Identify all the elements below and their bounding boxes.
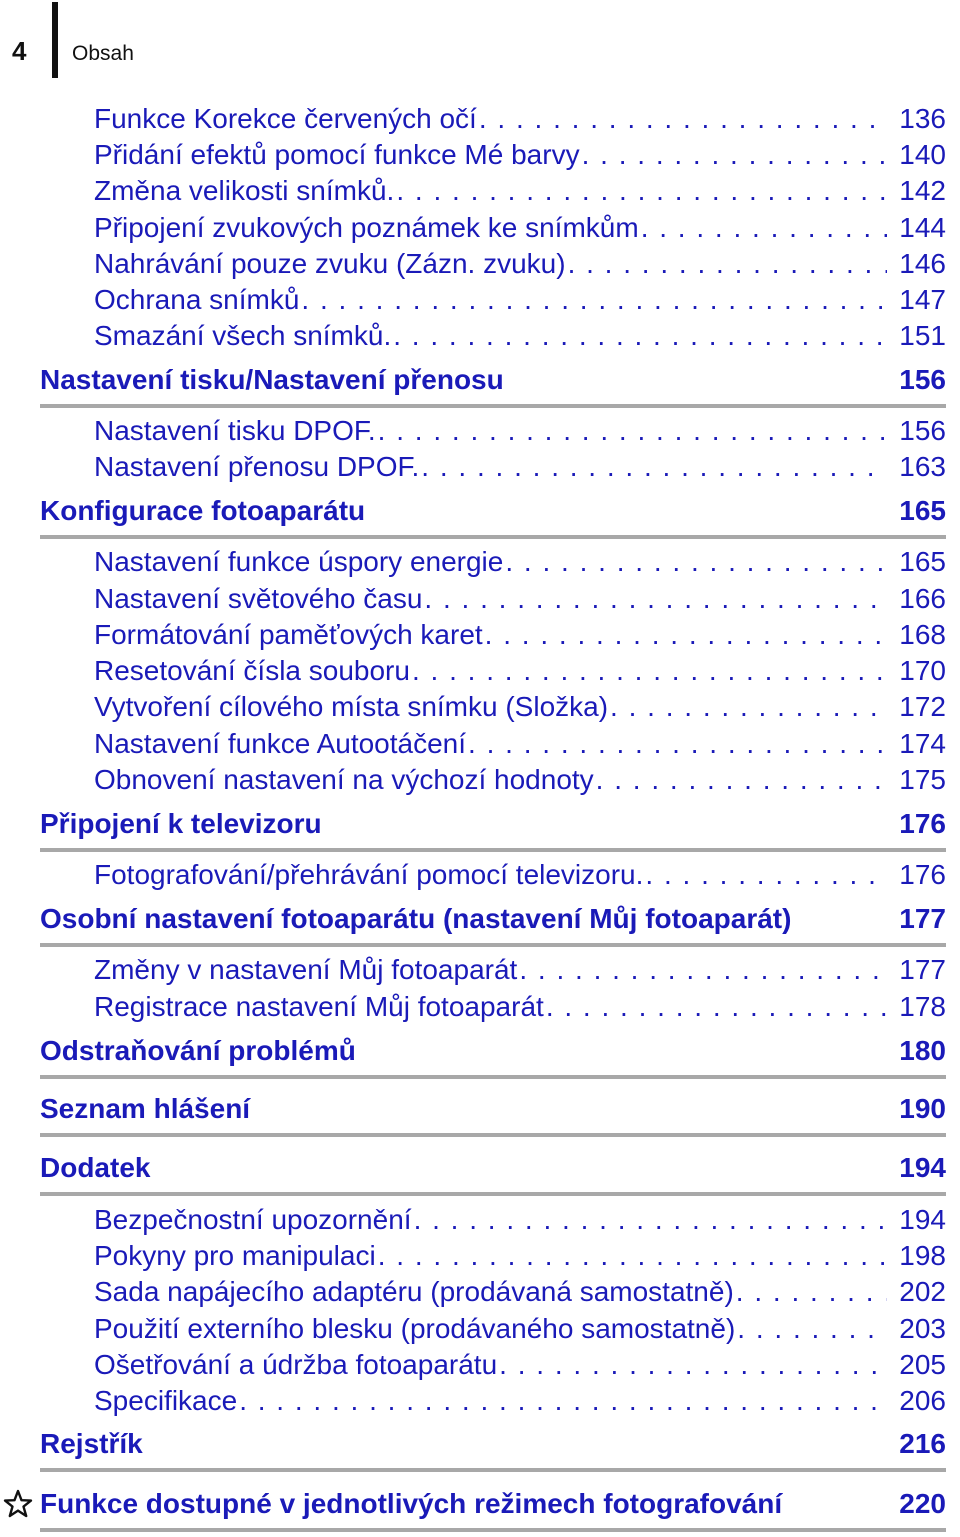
toc-entry-title: Připojení zvukových poznámek ke snímkům bbox=[94, 212, 639, 243]
toc-entry[interactable] bbox=[94, 617, 946, 653]
toc-section[interactable] bbox=[40, 1091, 946, 1127]
toc-entry[interactable] bbox=[94, 762, 946, 798]
toc-section-page: 216 bbox=[899, 1428, 946, 1459]
dot-leader bbox=[468, 726, 887, 762]
dot-leader bbox=[479, 101, 887, 137]
toc-section[interactable] bbox=[40, 1426, 946, 1462]
toc-section[interactable] bbox=[40, 493, 946, 529]
toc-entry-page: 140 bbox=[899, 139, 946, 170]
toc-entry-page: 172 bbox=[899, 691, 946, 722]
dot-leader bbox=[412, 653, 887, 689]
toc-section-title: Připojení k televizoru bbox=[40, 808, 322, 839]
dot-leader bbox=[610, 689, 887, 725]
toc-section[interactable] bbox=[40, 1150, 946, 1186]
section-divider bbox=[40, 1133, 946, 1137]
toc-entry[interactable] bbox=[94, 1383, 946, 1419]
dot-leader bbox=[499, 1347, 887, 1383]
toc-section[interactable] bbox=[40, 1486, 946, 1522]
toc-entry-title: Formátování paměťových karet bbox=[94, 619, 483, 650]
toc-section-page: 220 bbox=[899, 1488, 946, 1519]
toc-section[interactable] bbox=[40, 806, 946, 842]
toc-entry-title: Nastavení funkce Autootáčení bbox=[94, 728, 467, 759]
toc-entry[interactable] bbox=[94, 726, 946, 762]
toc-entry[interactable] bbox=[94, 1311, 946, 1347]
toc-entry[interactable] bbox=[94, 1202, 946, 1238]
dot-leader bbox=[301, 282, 887, 318]
toc-section-title: Rejstřík bbox=[40, 1428, 143, 1459]
toc-entry-page: 136 bbox=[899, 103, 946, 134]
section-divider bbox=[40, 404, 946, 408]
toc-entry-title: Vytvoření cílového místa snímku (Složka) bbox=[94, 691, 609, 722]
dot-leader bbox=[645, 857, 887, 893]
toc-entry-page: 198 bbox=[899, 1240, 946, 1271]
toc-entry[interactable] bbox=[94, 857, 946, 893]
dot-leader bbox=[485, 617, 888, 653]
dot-leader bbox=[582, 137, 888, 173]
toc-entry-title: Funkce Korekce červených očí bbox=[94, 103, 477, 134]
toc-section[interactable] bbox=[40, 1033, 946, 1069]
dot-leader bbox=[568, 246, 888, 282]
section-divider bbox=[40, 1075, 946, 1079]
toc-entry-page: 156 bbox=[899, 415, 946, 446]
toc-entry[interactable] bbox=[94, 581, 946, 617]
dot-leader bbox=[519, 952, 887, 988]
toc-entry[interactable] bbox=[94, 101, 946, 137]
toc-entry[interactable] bbox=[94, 653, 946, 689]
toc-entry-title: Změna velikosti snímků. bbox=[94, 175, 395, 206]
header-divider bbox=[52, 2, 58, 78]
toc-entry-page: 144 bbox=[899, 212, 946, 243]
toc-entry-page: 142 bbox=[899, 175, 946, 206]
toc-section[interactable] bbox=[40, 362, 946, 398]
toc-entry-title: Specifikace bbox=[94, 1385, 238, 1416]
toc-entry-page: 175 bbox=[899, 764, 946, 795]
toc-entry-title: Nastavení přenosu DPOF. bbox=[94, 451, 420, 482]
toc-section-title: Funkce dostupné v jednotlivých režimech fotografování bbox=[40, 1488, 783, 1519]
dot-leader bbox=[421, 449, 887, 485]
dot-leader bbox=[239, 1383, 887, 1419]
toc-entry[interactable] bbox=[94, 952, 946, 988]
toc-section-title: Seznam hlášení bbox=[40, 1093, 251, 1124]
toc-entry[interactable] bbox=[94, 282, 946, 318]
toc-entry-title: Registrace nastavení Můj fotoaparát bbox=[94, 991, 544, 1022]
toc-section-page: 165 bbox=[899, 495, 946, 526]
toc-entry-page: 146 bbox=[899, 248, 946, 279]
dot-leader bbox=[736, 1274, 888, 1310]
toc-entry-page: 174 bbox=[899, 728, 946, 759]
toc-entry[interactable] bbox=[94, 689, 946, 725]
toc-entry-title: Fotografování/přehrávání pomocí televizoru. bbox=[94, 859, 644, 890]
dot-leader bbox=[505, 544, 887, 580]
dot-leader bbox=[596, 762, 888, 798]
toc-entry-title: Obnovení nastavení na výchozí hodnoty bbox=[94, 764, 594, 795]
dot-leader bbox=[641, 210, 888, 246]
toc-entry-title: Bezpečnostní upozornění bbox=[94, 1204, 412, 1235]
toc-entry[interactable] bbox=[94, 210, 946, 246]
page-title: Obsah bbox=[72, 42, 134, 65]
toc-entry[interactable] bbox=[94, 1274, 946, 1310]
dot-leader bbox=[414, 1202, 888, 1238]
toc-entry-page: 170 bbox=[899, 655, 946, 686]
toc-entry-page: 177 bbox=[899, 954, 946, 985]
toc-section-title: Odstraňování problémů bbox=[40, 1035, 356, 1066]
dot-leader bbox=[737, 1311, 887, 1347]
dot-leader bbox=[378, 413, 888, 449]
toc-entry-title: Nastavení funkce úspory energie bbox=[94, 546, 504, 577]
toc-entry-page: 194 bbox=[899, 1204, 946, 1235]
toc-entry-title: Ochrana snímků bbox=[94, 284, 300, 315]
dot-leader bbox=[378, 1238, 888, 1274]
toc-entry[interactable] bbox=[94, 246, 946, 282]
toc-section-page: 190 bbox=[899, 1093, 946, 1124]
toc-entry-page: 151 bbox=[899, 320, 946, 351]
page-number: 4 bbox=[12, 36, 27, 66]
dot-leader bbox=[393, 318, 887, 354]
toc-section-page: 177 bbox=[899, 903, 946, 934]
toc-entry[interactable] bbox=[94, 989, 946, 1025]
dot-leader bbox=[424, 581, 887, 617]
toc-entry[interactable] bbox=[94, 449, 946, 485]
toc-entry-page: 205 bbox=[899, 1349, 946, 1380]
toc-section-page: 194 bbox=[899, 1152, 946, 1183]
toc-entry[interactable] bbox=[94, 544, 946, 580]
dot-leader bbox=[546, 989, 887, 1025]
toc-entry[interactable] bbox=[94, 1347, 946, 1383]
toc-section-title: Nastavení tisku/Nastavení přenosu bbox=[40, 364, 504, 395]
toc-entry[interactable] bbox=[94, 318, 946, 354]
toc-entry[interactable] bbox=[94, 1238, 946, 1274]
toc-entry-page: 163 bbox=[899, 451, 946, 482]
toc-section-title: Osobní nastavení fotoaparátu (nastavení Můj fotoaparát) bbox=[40, 903, 792, 934]
section-divider bbox=[40, 943, 946, 947]
toc-entry-title: Sada napájecího adaptéru (prodávaná samostatně) bbox=[94, 1276, 734, 1307]
toc-entry-title: Nastavení světového času bbox=[94, 583, 423, 614]
toc-section-page: 180 bbox=[899, 1035, 946, 1066]
toc-section[interactable] bbox=[40, 901, 946, 937]
toc-entry-page: 178 bbox=[899, 991, 946, 1022]
toc-entry-title: Nastavení tisku DPOF. bbox=[94, 415, 376, 446]
toc-entry-title: Použití externího blesku (prodávaného samostatně) bbox=[94, 1313, 736, 1344]
toc-entry-page: 165 bbox=[899, 546, 946, 577]
toc-section-page: 156 bbox=[899, 364, 946, 395]
section-divider bbox=[40, 1468, 946, 1472]
toc-entry-page: 176 bbox=[899, 859, 946, 890]
toc-entry-title: Smazání všech snímků. bbox=[94, 320, 392, 351]
star-icon bbox=[3, 1489, 33, 1519]
toc-entry-page: 168 bbox=[899, 619, 946, 650]
toc-entry-title: Resetování čísla souboru bbox=[94, 655, 410, 686]
toc-entry[interactable] bbox=[94, 173, 946, 209]
toc-section-title: Konfigurace fotoaparátu bbox=[40, 495, 366, 526]
toc-entry-title: Pokyny pro manipulaci bbox=[94, 1240, 376, 1271]
page-header bbox=[0, 0, 960, 90]
section-divider bbox=[40, 1528, 946, 1532]
toc-entry-page: 166 bbox=[899, 583, 946, 614]
section-divider bbox=[40, 535, 946, 539]
section-divider bbox=[40, 1192, 946, 1196]
toc-entry-title: Přidání efektů pomocí funkce Mé barvy bbox=[94, 139, 580, 170]
toc-section-title: Dodatek bbox=[40, 1152, 151, 1183]
toc-entry[interactable] bbox=[94, 137, 946, 173]
toc-entry-title: Nahrávání pouze zvuku (Zázn. zvuku) bbox=[94, 248, 566, 279]
toc-entry[interactable] bbox=[94, 413, 946, 449]
toc-section-page: 176 bbox=[899, 808, 946, 839]
toc-entry-page: 206 bbox=[899, 1385, 946, 1416]
section-divider bbox=[40, 848, 946, 852]
toc-entry-title: Změny v nastavení Můj fotoaparát bbox=[94, 954, 518, 985]
dot-leader bbox=[396, 173, 887, 209]
toc-entry-title: Ošetřování a údržba fotoaparátu bbox=[94, 1349, 498, 1380]
toc-entry-page: 147 bbox=[899, 284, 946, 315]
toc-entry-page: 202 bbox=[899, 1276, 946, 1307]
toc-entry-page: 203 bbox=[899, 1313, 946, 1344]
